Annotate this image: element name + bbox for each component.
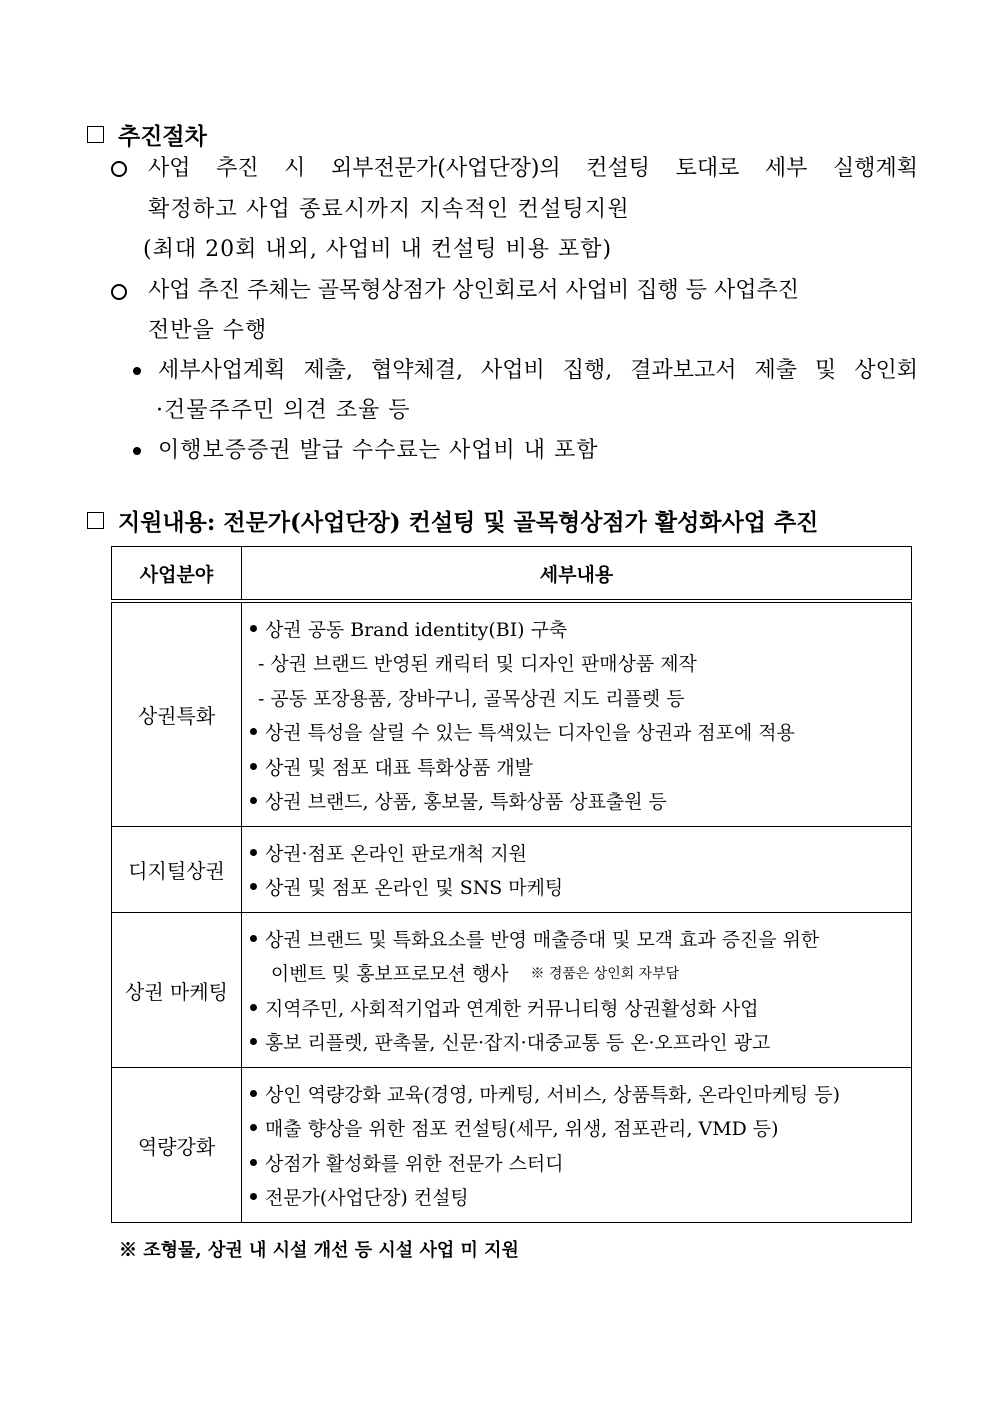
category-cell: 상권특화 xyxy=(112,601,242,827)
table-row xyxy=(112,827,912,913)
detail-item xyxy=(250,990,903,1025)
bullet-dot-icon xyxy=(133,447,141,455)
item2-line1: 사업 추진 주체는 골목형상점가 상인회로서 사업비 집행 등 사업추진 xyxy=(148,278,800,303)
detail-text: 상권 브랜드 및 특화요소를 반영 매출증대 및 모객 효과 증진을 위한 xyxy=(264,928,820,951)
detail-text: 상권 특성을 살릴 수 있는 특색있는 디자인을 상권과 점포에 적용 xyxy=(264,722,795,745)
detail-text: 상권 브랜드, 상품, 홍보물, 특화상품 상표출원 등 xyxy=(264,791,667,814)
detail-text: 상권·점포 온라인 판로개척 지원 xyxy=(264,842,527,865)
detail-item xyxy=(250,1076,903,1111)
detail-item xyxy=(250,1111,903,1146)
detail-item xyxy=(250,1180,903,1215)
bullet-dot-icon xyxy=(250,763,257,770)
section-heading-procedure xyxy=(87,118,207,151)
detail-cell xyxy=(242,827,912,913)
bullet-dot-icon xyxy=(250,797,257,804)
word: 외부전문가(사업단장)의 xyxy=(330,156,561,181)
detail-subitem xyxy=(250,680,903,715)
detail-text: - 공동 포장용품, 장바구니, 골목상권 지도 리플렛 등 xyxy=(257,687,685,710)
table-row xyxy=(112,913,912,1068)
category-cell: 상권 마케팅 xyxy=(112,913,242,1068)
detail-item xyxy=(250,1025,903,1060)
header-detail: 세부내용 xyxy=(242,547,912,602)
word: 컨설팅 xyxy=(586,156,650,181)
bullet-dot-icon xyxy=(250,849,257,856)
bullet-dot-icon xyxy=(250,1124,257,1131)
detail-subitem xyxy=(250,646,903,681)
word: 실행계획 xyxy=(832,156,918,181)
detail-text: 상점가 활성화를 위한 전문가 스터디 xyxy=(264,1152,564,1175)
word: 토대로 xyxy=(675,156,740,181)
bullet-dot-icon xyxy=(250,1038,257,1045)
detail-text: 이벤트 및 홍보프로모션 행사 xyxy=(270,963,509,986)
word: 추진 xyxy=(216,156,259,181)
section-heading-text: 지원내용: 전문가(사업단장) 컨설팅 및 골목형상점가 활성화사업 추진 xyxy=(118,509,819,536)
bullet-dot-icon xyxy=(250,883,257,890)
detail-text: 상권 공동 Brand identity(BI) 구축 xyxy=(264,618,568,641)
detail-note: ※ 경품은 상인회 자부담 xyxy=(530,965,680,982)
bullet-dot-icon xyxy=(250,1193,257,1200)
word: 세부 xyxy=(764,156,808,181)
detail-text: 전문가(사업단장) 컨설팅 xyxy=(264,1187,469,1210)
table-row xyxy=(112,601,912,827)
word: 사업 xyxy=(148,156,191,181)
table-header-row xyxy=(112,547,912,602)
detail-cell xyxy=(242,1068,912,1223)
header-field: 사업분야 xyxy=(112,547,242,602)
bullet-dot-icon xyxy=(250,1004,257,1011)
detail-text: 매출 향상을 위한 점포 컨설팅(세무, 위생, 점포관리, VMD 등) xyxy=(264,1118,779,1141)
detail-item xyxy=(250,749,903,784)
detail-item xyxy=(250,1145,903,1180)
support-table xyxy=(111,546,912,1223)
detail-item xyxy=(250,784,903,819)
detail-cell xyxy=(242,601,912,827)
hollow-circle-icon xyxy=(111,284,127,300)
detail-text: 상권 및 점포 온라인 및 SNS 마케팅 xyxy=(264,877,564,900)
detail-item xyxy=(250,715,903,750)
section-heading-text: 추진절차 xyxy=(118,123,207,150)
detail-text: 지역주민, 사회적기업과 연계한 커뮤니티형 상권활성화 사업 xyxy=(264,997,759,1020)
table-row xyxy=(112,1068,912,1223)
detail-item xyxy=(250,921,903,956)
item1-line3: (최대 20회 내외, 사업비 내 컨설팅 비용 포함) xyxy=(143,237,613,262)
category-cell: 역량강화 xyxy=(112,1068,242,1223)
hollow-circle-icon xyxy=(111,161,127,177)
section-heading-support xyxy=(87,504,818,537)
detail-cell xyxy=(242,913,912,1068)
bullet-dot-icon xyxy=(250,935,257,942)
detail-text: 상인 역량강화 교육(경영, 마케팅, 서비스, 상품특화, 온라인마케팅 등) xyxy=(264,1083,841,1106)
detail-text: - 상권 브랜드 반영된 캐릭터 및 디자인 판매상품 제작 xyxy=(257,653,697,676)
checkbox-square-icon xyxy=(87,512,104,529)
category-cell: 디지털상권 xyxy=(112,827,242,913)
detail-continuation xyxy=(250,956,903,991)
checkbox-square-icon xyxy=(87,126,104,143)
detail-item xyxy=(250,835,903,870)
bullet-dot-icon xyxy=(250,625,257,632)
item1-line2: 확정하고 사업 종료시까지 지속적인 컨설팅지원 xyxy=(148,197,630,222)
item1-line1 xyxy=(148,158,918,180)
detail-text: 홍보 리플렛, 판촉물, 신문·잡지·대중교통 등 온·오프라인 광고 xyxy=(264,1032,771,1055)
bullet-dot-icon xyxy=(250,1090,257,1097)
bullet-dot-icon xyxy=(133,367,141,375)
bullet2: 이행보증증권 발급 수수료는 사업비 내 포함 xyxy=(158,438,599,463)
detail-item xyxy=(250,870,903,905)
word: 시 xyxy=(284,156,306,181)
detail-item xyxy=(250,611,903,646)
bullet1-line2: ·건물주주민 의견 조율 등 xyxy=(156,398,411,423)
bullet1-line1: 세부사업계획 제출, 협약체결, 사업비 집행, 결과보고서 제출 및 상인회 xyxy=(158,358,918,383)
detail-text: 상권 및 점포 대표 특화상품 개발 xyxy=(264,756,533,779)
bullet-dot-icon xyxy=(250,728,257,735)
footer-note: ※ 조형물, 상권 내 시설 개선 등 시설 사업 미 지원 xyxy=(119,1240,519,1261)
bullet-dot-icon xyxy=(250,1159,257,1166)
item2-line2: 전반을 수행 xyxy=(148,318,268,343)
